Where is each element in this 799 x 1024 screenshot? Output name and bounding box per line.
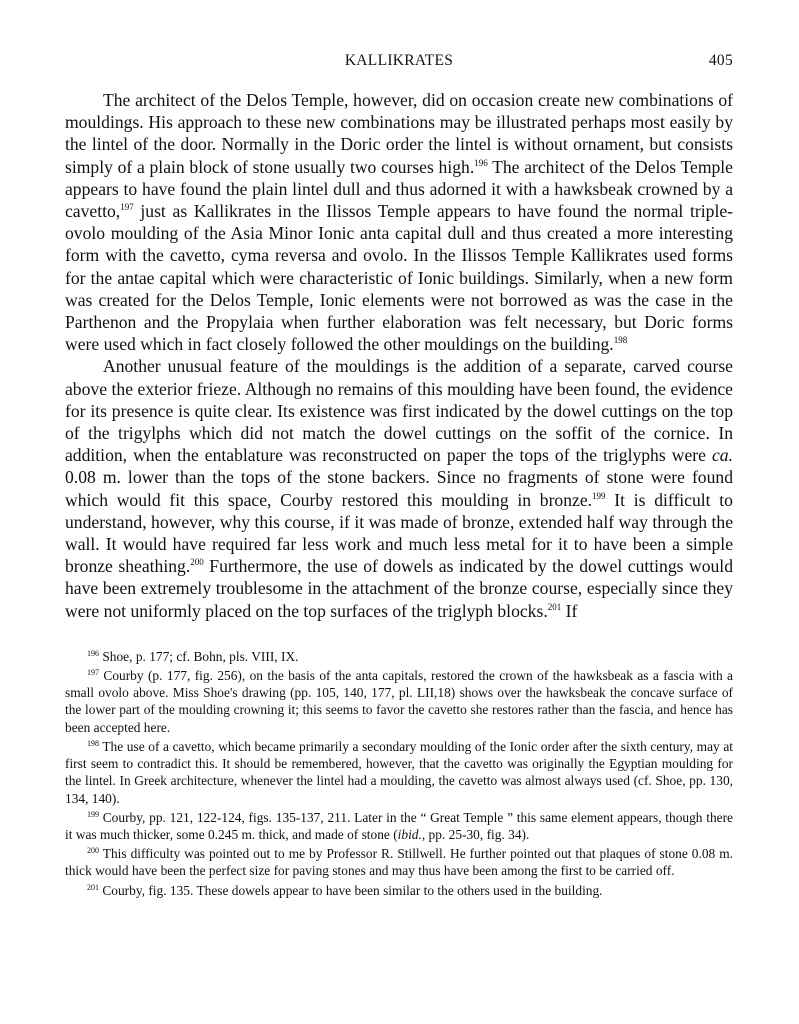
paragraph-2-text-d: Furthermore, the use of dowels as indicated by the dowel cuttings would have been extremely troublesome in the attachment of the bronze course, especially since they were not uniformly placed on the top surfaces of the triglyph blocks. <box>65 556 733 621</box>
paragraph-2-text-a: Another unusual feature of the mouldings is the addition of a separate, carved course above the exterior frieze. Although no remains of this moulding have been found, the evidence for its presence is quite clear. Its existence was first indicated by the dowel cuttings on the top of the trigylphs which did not match the dowel cuttings on the soffit of the cornice. In addition, when the entablature was reconstructed on paper the tops of the triglyphs were <box>65 356 733 466</box>
page-number: 405 <box>708 52 733 69</box>
page <box>65 52 733 901</box>
footnote-ref-197: 197 <box>120 202 134 213</box>
paragraph-1-text-a: The architect of the Delos Temple, however, did on occasion create new combinations of mouldings. His approach to these new combinations may be illustrated perhaps most easily by the lintel of the door. Normally in the Doric order the lintel is without ornament, but consists simply of a plain block of stone usually two courses high. <box>65 90 733 177</box>
footnote-number: 201 <box>87 882 99 892</box>
footnote-text: This difficulty was pointed out to me by Professor R. Stillwell. He further pointed out that plaques of stone 0.08 m. thick would have been the perfect size for paving stones and may thus have been among the first to be carried off. <box>65 846 733 879</box>
footnote-200 <box>65 845 733 879</box>
footnote-number: 196 <box>87 648 99 658</box>
running-title: KALLIKRATES <box>344 52 454 69</box>
paragraph-2-text-b: 0.08 m. lower than the tops of the stone backers. Since no fragments of stone were found which would fit this space, Courby restored this moulding in bronze. <box>65 467 733 510</box>
footnote-text: Courby, fig. 135. These dowels appear to have been similar to the others used in the building. <box>99 882 603 898</box>
footnote-199 <box>65 809 733 843</box>
paragraph-1 <box>65 89 733 355</box>
footnote-198 <box>65 738 733 807</box>
body-text <box>65 89 733 622</box>
paragraph-2-text-c: It is difficult to understand, however, why this course, if it was made of bronze, extended half way through the wall. It would have required far less work and much less metal for it to have been a simple bronze sheathing. <box>65 489 733 577</box>
footnote-ref-199: 199 <box>592 490 606 501</box>
footnote-number: 200 <box>87 846 99 856</box>
footnote-text: Courby, pp. 121, 122-124, figs. 135-137, 211. Later in the “ Great Temple ” this same element appears, though there it was much thicker, some 0.245 m. thick, and made of stone ( <box>65 809 733 842</box>
footnote-ref-198: 198 <box>613 335 628 346</box>
paragraph-2-italic-ca: ca. <box>711 445 733 466</box>
footnote-text: Courby (p. 177, fig. 256), on the basis of the anta capitals, restored the crown of the hawksbeak as a fascia with a small ovolo above. Miss Shoe's drawing (pp. 105, 140, 177, pl. LII,18) shows over the hawksbeak the concave surface of the lower part of the moulding crowning it; this seems to favor the cavetto she restores rather than the fascia, and hence has been accepted here. <box>65 668 733 735</box>
footnote-text-continued: pp. 25-30, fig. 34). <box>425 826 530 842</box>
running-header <box>65 52 733 74</box>
footnote-201 <box>65 882 733 899</box>
footnote-196 <box>65 648 733 665</box>
footnote-197 <box>65 667 733 736</box>
footnote-number: 197 <box>87 668 99 678</box>
paragraph-2-text-e: If <box>561 600 578 621</box>
footnote-number: 199 <box>87 809 99 819</box>
footnotes <box>65 648 733 899</box>
footnote-number: 198 <box>87 738 99 748</box>
paragraph-1-text-b: The architect of the Delos Temple appears to have found the plain lintel dull and thus adorned it with a hawksbeak crowned by a cavetto, <box>65 156 733 222</box>
footnote-text: Shoe, p. 177; cf. Bohn, pls. VIII, IX. <box>99 648 299 664</box>
footnote-ref-201: 201 <box>547 601 562 612</box>
paragraph-2 <box>65 355 733 621</box>
footnote-ref-196: 196 <box>474 157 488 168</box>
paragraph-1-text-c: just as Kallikrates in the Ilissos Temple appears to have found the normal triple-ovolo moulding of the Asia Minor Ionic anta capital dull and thus created a more interesting form with the cavetto, cyma reversa and ovolo. In the Ilissos Temple Kallikrates used forms for the antae capital which were characteristic of Ionic buildings. Similarly, when a new form was created for the Delos Temple, Ionic elements were not borrowed as was the case in the Parthenon and the Propylaia when further elaboration was felt necessary, but Doric forms were used which in fact closely followed the other mouldings on the building. <box>65 201 733 355</box>
footnote-text: The use of a cavetto, which became primarily a secondary moulding of the Ionic order after the sixth century, may at first seem to contradict this. It should be remembered, however, that the cavetto was originally the Egyptian moulding for the lintel. In Greek architecture, whenever the lintel had a moulding, the cavetto was almost always used (cf. Shoe, pp. 130, 134, 140). <box>65 738 733 806</box>
footnote-italic-ibid: ibid., <box>397 826 426 842</box>
footnote-ref-200: 200 <box>190 557 204 568</box>
